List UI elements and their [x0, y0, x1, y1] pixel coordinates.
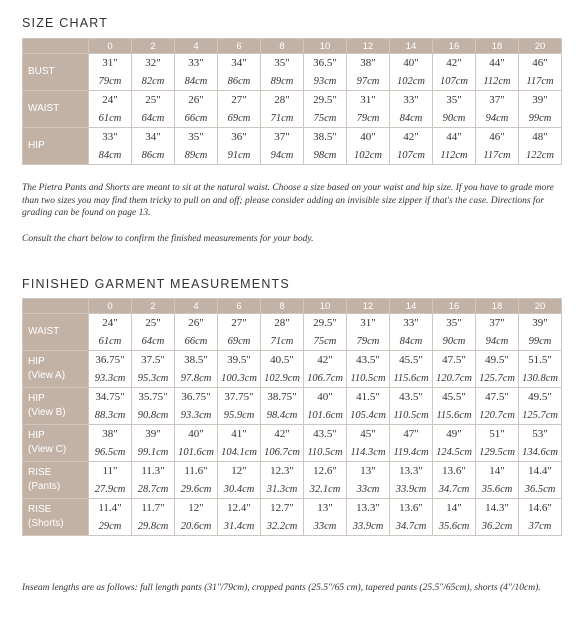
- measurement-inches: 42": [261, 425, 304, 444]
- measurement-cm: 105.4cm: [347, 406, 390, 425]
- measurement-cm: 110.5cm: [347, 369, 390, 388]
- measurement-inches: 51": [476, 425, 519, 444]
- size-header: 16: [433, 39, 476, 54]
- measurement-cm: 79cm: [347, 109, 390, 128]
- row-sublabel-text: (View C): [28, 444, 67, 455]
- measurement-cm: 69cm: [218, 332, 261, 351]
- measurement-cm: 89cm: [175, 146, 218, 165]
- measurement-inches: 13.3": [347, 499, 390, 518]
- measurement-cm: 134.6cm: [519, 443, 562, 462]
- measurement-inches: 46": [476, 128, 519, 147]
- measurement-cm: 36.2cm: [476, 517, 519, 536]
- measurement-cm: 122cm: [519, 146, 562, 165]
- measurement-inches: 14.3": [476, 499, 519, 518]
- measurement-cm: 119.4cm: [390, 443, 433, 462]
- measurement-inches: 29.5": [304, 91, 347, 110]
- measurement-cm: 28.7cm: [132, 480, 175, 499]
- measurement-inches: 39": [519, 91, 562, 110]
- row-label: [23, 351, 89, 388]
- measurement-inches: 28": [261, 91, 304, 110]
- row-label-text: HIP: [28, 356, 45, 367]
- measurement-inches: 33": [390, 91, 433, 110]
- measurement-cm: 94cm: [476, 332, 519, 351]
- measurement-inches: 49.5": [519, 388, 562, 407]
- measurement-inches: 37": [476, 314, 519, 333]
- measurement-cm: 88.3cm: [89, 406, 132, 425]
- measurement-inches: 33": [175, 54, 218, 73]
- measurement-cm: 84cm: [390, 109, 433, 128]
- size-header: 14: [390, 299, 433, 314]
- measurement-inches: 38.5": [175, 351, 218, 370]
- measurement-inches: 33": [89, 128, 132, 147]
- measurement-cm: 101.6cm: [175, 443, 218, 462]
- measurement-inches: 38": [89, 425, 132, 444]
- consult-note: Consult the chart below to confirm the finished measurements for your body.: [22, 234, 314, 244]
- measurement-cm: 114.3cm: [347, 443, 390, 462]
- measurement-cm: 125.7cm: [476, 369, 519, 388]
- measurement-inches: 11.4": [89, 499, 132, 518]
- measurement-cm: 66cm: [175, 109, 218, 128]
- measurement-inches: 37.5": [132, 351, 175, 370]
- measurement-cm: 98cm: [304, 146, 347, 165]
- measurement-inches: 11": [89, 462, 132, 481]
- measurement-inches: 45": [347, 425, 390, 444]
- measurement-cm: 32.1cm: [304, 480, 347, 499]
- measurement-inches: 40": [304, 388, 347, 407]
- measurement-cm: 94cm: [476, 109, 519, 128]
- inseam-note: Inseam lengths are as follows: full length pants (31"/79cm), cropped pants (25.5"/65 cm), tapered pants (25.5"/65cm), shorts (4"/10cm).: [22, 583, 541, 593]
- measurement-inches: 49.5": [476, 351, 519, 370]
- size-header: 6: [218, 299, 261, 314]
- measurement-inches: 13.6": [433, 462, 476, 481]
- measurement-inches: 31": [347, 314, 390, 333]
- measurement-inches: 29.5": [304, 314, 347, 333]
- row-label-text: WAIST: [28, 326, 60, 337]
- measurement-inches: 33": [390, 314, 433, 333]
- header-corner: [23, 39, 89, 54]
- size-header: 2: [132, 299, 175, 314]
- size-header: 10: [304, 39, 347, 54]
- measurement-inches: 36.5": [304, 54, 347, 73]
- measurement-inches: 42": [390, 128, 433, 147]
- measurement-inches: 48": [519, 128, 562, 147]
- measurement-cm: 95.9cm: [218, 406, 261, 425]
- row-label-text: HIP: [28, 140, 45, 151]
- measurement-inches: 47": [390, 425, 433, 444]
- measurement-cm: 96.5cm: [89, 443, 132, 462]
- measurement-inches: 37.75": [218, 388, 261, 407]
- size-header: 2: [132, 39, 175, 54]
- measurement-inches: 13.3": [390, 462, 433, 481]
- measurement-cm: 75cm: [304, 332, 347, 351]
- measurement-cm: 35.6cm: [433, 517, 476, 536]
- measurement-inches: 13": [304, 499, 347, 518]
- header-corner: [23, 299, 89, 314]
- measurement-cm: 36.5cm: [519, 480, 562, 499]
- measurement-cm: 120.7cm: [476, 406, 519, 425]
- measurement-inches: 35": [433, 314, 476, 333]
- measurement-inches: 41": [218, 425, 261, 444]
- row-label-text: RISE: [28, 467, 52, 478]
- fit-note: The Pietra Pants and Shorts are meant to sit at the natural waist. Choose a size based on your waist and hip size. If you have to grade more than two sizes you may find them tricky to pull on and off; please consider adding an invisible size zipper if that's the case. Directions for grading can be found on page 13.: [22, 183, 554, 218]
- measurement-cm: 110.5cm: [390, 406, 433, 425]
- measurement-cm: 124.5cm: [433, 443, 476, 462]
- measurement-cm: 75cm: [304, 109, 347, 128]
- finished-measurements-title: FINISHED GARMENT MEASUREMENTS: [22, 277, 290, 291]
- measurement-inches: 25": [132, 91, 175, 110]
- row-label-text: BUST: [28, 66, 55, 77]
- size-header: 4: [175, 39, 218, 54]
- measurement-inches: 35": [261, 54, 304, 73]
- measurement-cm: 102cm: [347, 146, 390, 165]
- row-label: [23, 128, 89, 165]
- measurement-inches: 36": [218, 128, 261, 147]
- row-label: [23, 314, 89, 351]
- measurement-inches: 12": [218, 462, 261, 481]
- measurement-cm: 107cm: [433, 72, 476, 91]
- measurement-cm: 84cm: [390, 332, 433, 351]
- measurement-cm: 61cm: [89, 332, 132, 351]
- measurement-inches: 42": [433, 54, 476, 73]
- measurement-inches: 12.4": [218, 499, 261, 518]
- measurement-cm: 66cm: [175, 332, 218, 351]
- measurement-inches: 39": [519, 314, 562, 333]
- measurement-cm: 115.6cm: [390, 369, 433, 388]
- row-label-text: WAIST: [28, 103, 60, 114]
- measurement-cm: 93.3cm: [89, 369, 132, 388]
- measurement-cm: 61cm: [89, 109, 132, 128]
- measurement-inches: 43.5": [390, 388, 433, 407]
- measurement-cm: 33cm: [347, 480, 390, 499]
- measurement-inches: 13": [347, 462, 390, 481]
- measurement-cm: 90cm: [433, 109, 476, 128]
- measurement-inches: 49": [433, 425, 476, 444]
- size-header: 0: [89, 299, 132, 314]
- measurement-inches: 27": [218, 91, 261, 110]
- measurement-cm: 29.6cm: [175, 480, 218, 499]
- measurement-cm: 91cm: [218, 146, 261, 165]
- measurement-cm: 99cm: [519, 332, 562, 351]
- measurement-inches: 28": [261, 314, 304, 333]
- measurement-cm: 101.6cm: [304, 406, 347, 425]
- measurement-cm: 33.9cm: [347, 517, 390, 536]
- measurement-cm: 30.4cm: [218, 480, 261, 499]
- measurement-inches: 41.5": [347, 388, 390, 407]
- measurement-inches: 40": [390, 54, 433, 73]
- size-header: 6: [218, 39, 261, 54]
- row-label: [23, 462, 89, 499]
- measurement-cm: 93.3cm: [175, 406, 218, 425]
- measurement-cm: 117cm: [476, 146, 519, 165]
- measurement-cm: 107cm: [390, 146, 433, 165]
- measurement-inches: 12.6": [304, 462, 347, 481]
- measurement-inches: 32": [132, 54, 175, 73]
- measurement-cm: 90cm: [433, 332, 476, 351]
- measurement-cm: 64cm: [132, 332, 175, 351]
- measurement-inches: 14": [433, 499, 476, 518]
- measurement-cm: 93cm: [304, 72, 347, 91]
- measurement-cm: 117cm: [519, 72, 562, 91]
- measurement-cm: 35.6cm: [476, 480, 519, 499]
- measurement-cm: 84cm: [89, 146, 132, 165]
- measurement-inches: 34": [132, 128, 175, 147]
- size-header: 4: [175, 299, 218, 314]
- measurement-cm: 84cm: [175, 72, 218, 91]
- row-label: [23, 388, 89, 425]
- measurement-cm: 112cm: [433, 146, 476, 165]
- size-header: 0: [89, 39, 132, 54]
- row-label: [23, 499, 89, 536]
- measurement-cm: 33cm: [304, 517, 347, 536]
- measurement-cm: 97.8cm: [175, 369, 218, 388]
- measurement-inches: 14": [476, 462, 519, 481]
- measurement-inches: 47.5": [433, 351, 476, 370]
- size-header: 12: [347, 299, 390, 314]
- measurement-inches: 31": [89, 54, 132, 73]
- measurement-inches: 26": [175, 314, 218, 333]
- measurement-inches: 38.75": [261, 388, 304, 407]
- measurement-cm: 29.8cm: [132, 517, 175, 536]
- measurement-inches: 12": [175, 499, 218, 518]
- measurement-cm: 130.8cm: [519, 369, 562, 388]
- measurement-inches: 39.5": [218, 351, 261, 370]
- measurement-cm: 82cm: [132, 72, 175, 91]
- measurement-cm: 29cm: [89, 517, 132, 536]
- row-sublabel-text: (Pants): [28, 481, 61, 492]
- measurement-cm: 86cm: [218, 72, 261, 91]
- row-sublabel-text: (View B): [28, 407, 66, 418]
- size-chart-title: SIZE CHART: [22, 16, 109, 30]
- measurement-cm: 31.3cm: [261, 480, 304, 499]
- measurement-inches: 43.5": [304, 425, 347, 444]
- measurement-cm: 32.2cm: [261, 517, 304, 536]
- measurement-cm: 71cm: [261, 332, 304, 351]
- measurement-inches: 37": [261, 128, 304, 147]
- measurement-cm: 79cm: [347, 332, 390, 351]
- measurement-cm: 102.9cm: [261, 369, 304, 388]
- measurement-inches: 24": [89, 91, 132, 110]
- size-chart-table: [22, 38, 562, 165]
- measurement-inches: 44": [433, 128, 476, 147]
- measurement-cm: 37cm: [519, 517, 562, 536]
- finished-measurements-table: [22, 298, 562, 536]
- row-label: [23, 425, 89, 462]
- measurement-cm: 115.6cm: [433, 406, 476, 425]
- measurement-inches: 51.5": [519, 351, 562, 370]
- size-header: 12: [347, 39, 390, 54]
- measurement-cm: 100.3cm: [218, 369, 261, 388]
- measurement-cm: 79cm: [89, 72, 132, 91]
- row-label-text: HIP: [28, 393, 45, 404]
- measurement-cm: 97cm: [347, 72, 390, 91]
- measurement-inches: 35": [175, 128, 218, 147]
- measurement-inches: 14.6": [519, 499, 562, 518]
- measurement-inches: 12.7": [261, 499, 304, 518]
- measurement-cm: 27.9cm: [89, 480, 132, 499]
- measurement-cm: 31.4cm: [218, 517, 261, 536]
- measurement-inches: 11.6": [175, 462, 218, 481]
- measurement-inches: 13.6": [390, 499, 433, 518]
- row-label: [23, 54, 89, 91]
- measurement-inches: 39": [132, 425, 175, 444]
- measurement-cm: 20.6cm: [175, 517, 218, 536]
- measurement-cm: 102cm: [390, 72, 433, 91]
- measurement-cm: 33.9cm: [390, 480, 433, 499]
- measurement-inches: 12.3": [261, 462, 304, 481]
- measurement-cm: 94cm: [261, 146, 304, 165]
- measurement-inches: 43.5": [347, 351, 390, 370]
- measurement-cm: 71cm: [261, 109, 304, 128]
- measurement-cm: 112cm: [476, 72, 519, 91]
- measurement-cm: 95.3cm: [132, 369, 175, 388]
- measurement-inches: 40": [175, 425, 218, 444]
- size-header: 18: [476, 299, 519, 314]
- measurement-inches: 36.75": [89, 351, 132, 370]
- measurement-cm: 64cm: [132, 109, 175, 128]
- measurement-inches: 11.7": [132, 499, 175, 518]
- measurement-inches: 40.5": [261, 351, 304, 370]
- measurement-inches: 46": [519, 54, 562, 73]
- row-label: [23, 91, 89, 128]
- measurement-inches: 38": [347, 54, 390, 73]
- measurement-cm: 125.7cm: [519, 406, 562, 425]
- row-label-text: RISE: [28, 504, 52, 515]
- measurement-cm: 106.7cm: [261, 443, 304, 462]
- measurement-cm: 106.7cm: [304, 369, 347, 388]
- measurement-inches: 44": [476, 54, 519, 73]
- measurement-inches: 34.75": [89, 388, 132, 407]
- measurement-inches: 11.3": [132, 462, 175, 481]
- measurement-inches: 24": [89, 314, 132, 333]
- size-header: 20: [519, 299, 562, 314]
- row-label-text: HIP: [28, 430, 45, 441]
- measurement-inches: 34": [218, 54, 261, 73]
- size-header: 18: [476, 39, 519, 54]
- size-header: 8: [261, 39, 304, 54]
- measurement-inches: 27": [218, 314, 261, 333]
- size-header: 20: [519, 39, 562, 54]
- row-sublabel-text: (View A): [28, 370, 66, 381]
- measurement-cm: 104.1cm: [218, 443, 261, 462]
- measurement-cm: 110.5cm: [304, 443, 347, 462]
- measurement-inches: 38.5": [304, 128, 347, 147]
- size-header: 16: [433, 299, 476, 314]
- measurement-cm: 34.7cm: [433, 480, 476, 499]
- measurement-inches: 45.5": [390, 351, 433, 370]
- measurement-cm: 89cm: [261, 72, 304, 91]
- measurement-inches: 45.5": [433, 388, 476, 407]
- measurement-cm: 99.1cm: [132, 443, 175, 462]
- measurement-inches: 36.75": [175, 388, 218, 407]
- measurement-cm: 120.7cm: [433, 369, 476, 388]
- measurement-inches: 40": [347, 128, 390, 147]
- measurement-cm: 86cm: [132, 146, 175, 165]
- measurement-inches: 31": [347, 91, 390, 110]
- size-header: 14: [390, 39, 433, 54]
- measurement-cm: 98.4cm: [261, 406, 304, 425]
- measurement-inches: 14.4": [519, 462, 562, 481]
- measurement-cm: 34.7cm: [390, 517, 433, 536]
- size-header: 10: [304, 299, 347, 314]
- measurement-cm: 90.8cm: [132, 406, 175, 425]
- measurement-cm: 99cm: [519, 109, 562, 128]
- measurement-inches: 35.75": [132, 388, 175, 407]
- measurement-inches: 37": [476, 91, 519, 110]
- measurement-cm: 129.5cm: [476, 443, 519, 462]
- measurement-inches: 47.5": [476, 388, 519, 407]
- measurement-inches: 35": [433, 91, 476, 110]
- measurement-inches: 42": [304, 351, 347, 370]
- measurement-cm: 69cm: [218, 109, 261, 128]
- measurement-inches: 26": [175, 91, 218, 110]
- measurement-inches: 25": [132, 314, 175, 333]
- row-sublabel-text: (Shorts): [28, 518, 64, 529]
- size-header: 8: [261, 299, 304, 314]
- measurement-inches: 53": [519, 425, 562, 444]
